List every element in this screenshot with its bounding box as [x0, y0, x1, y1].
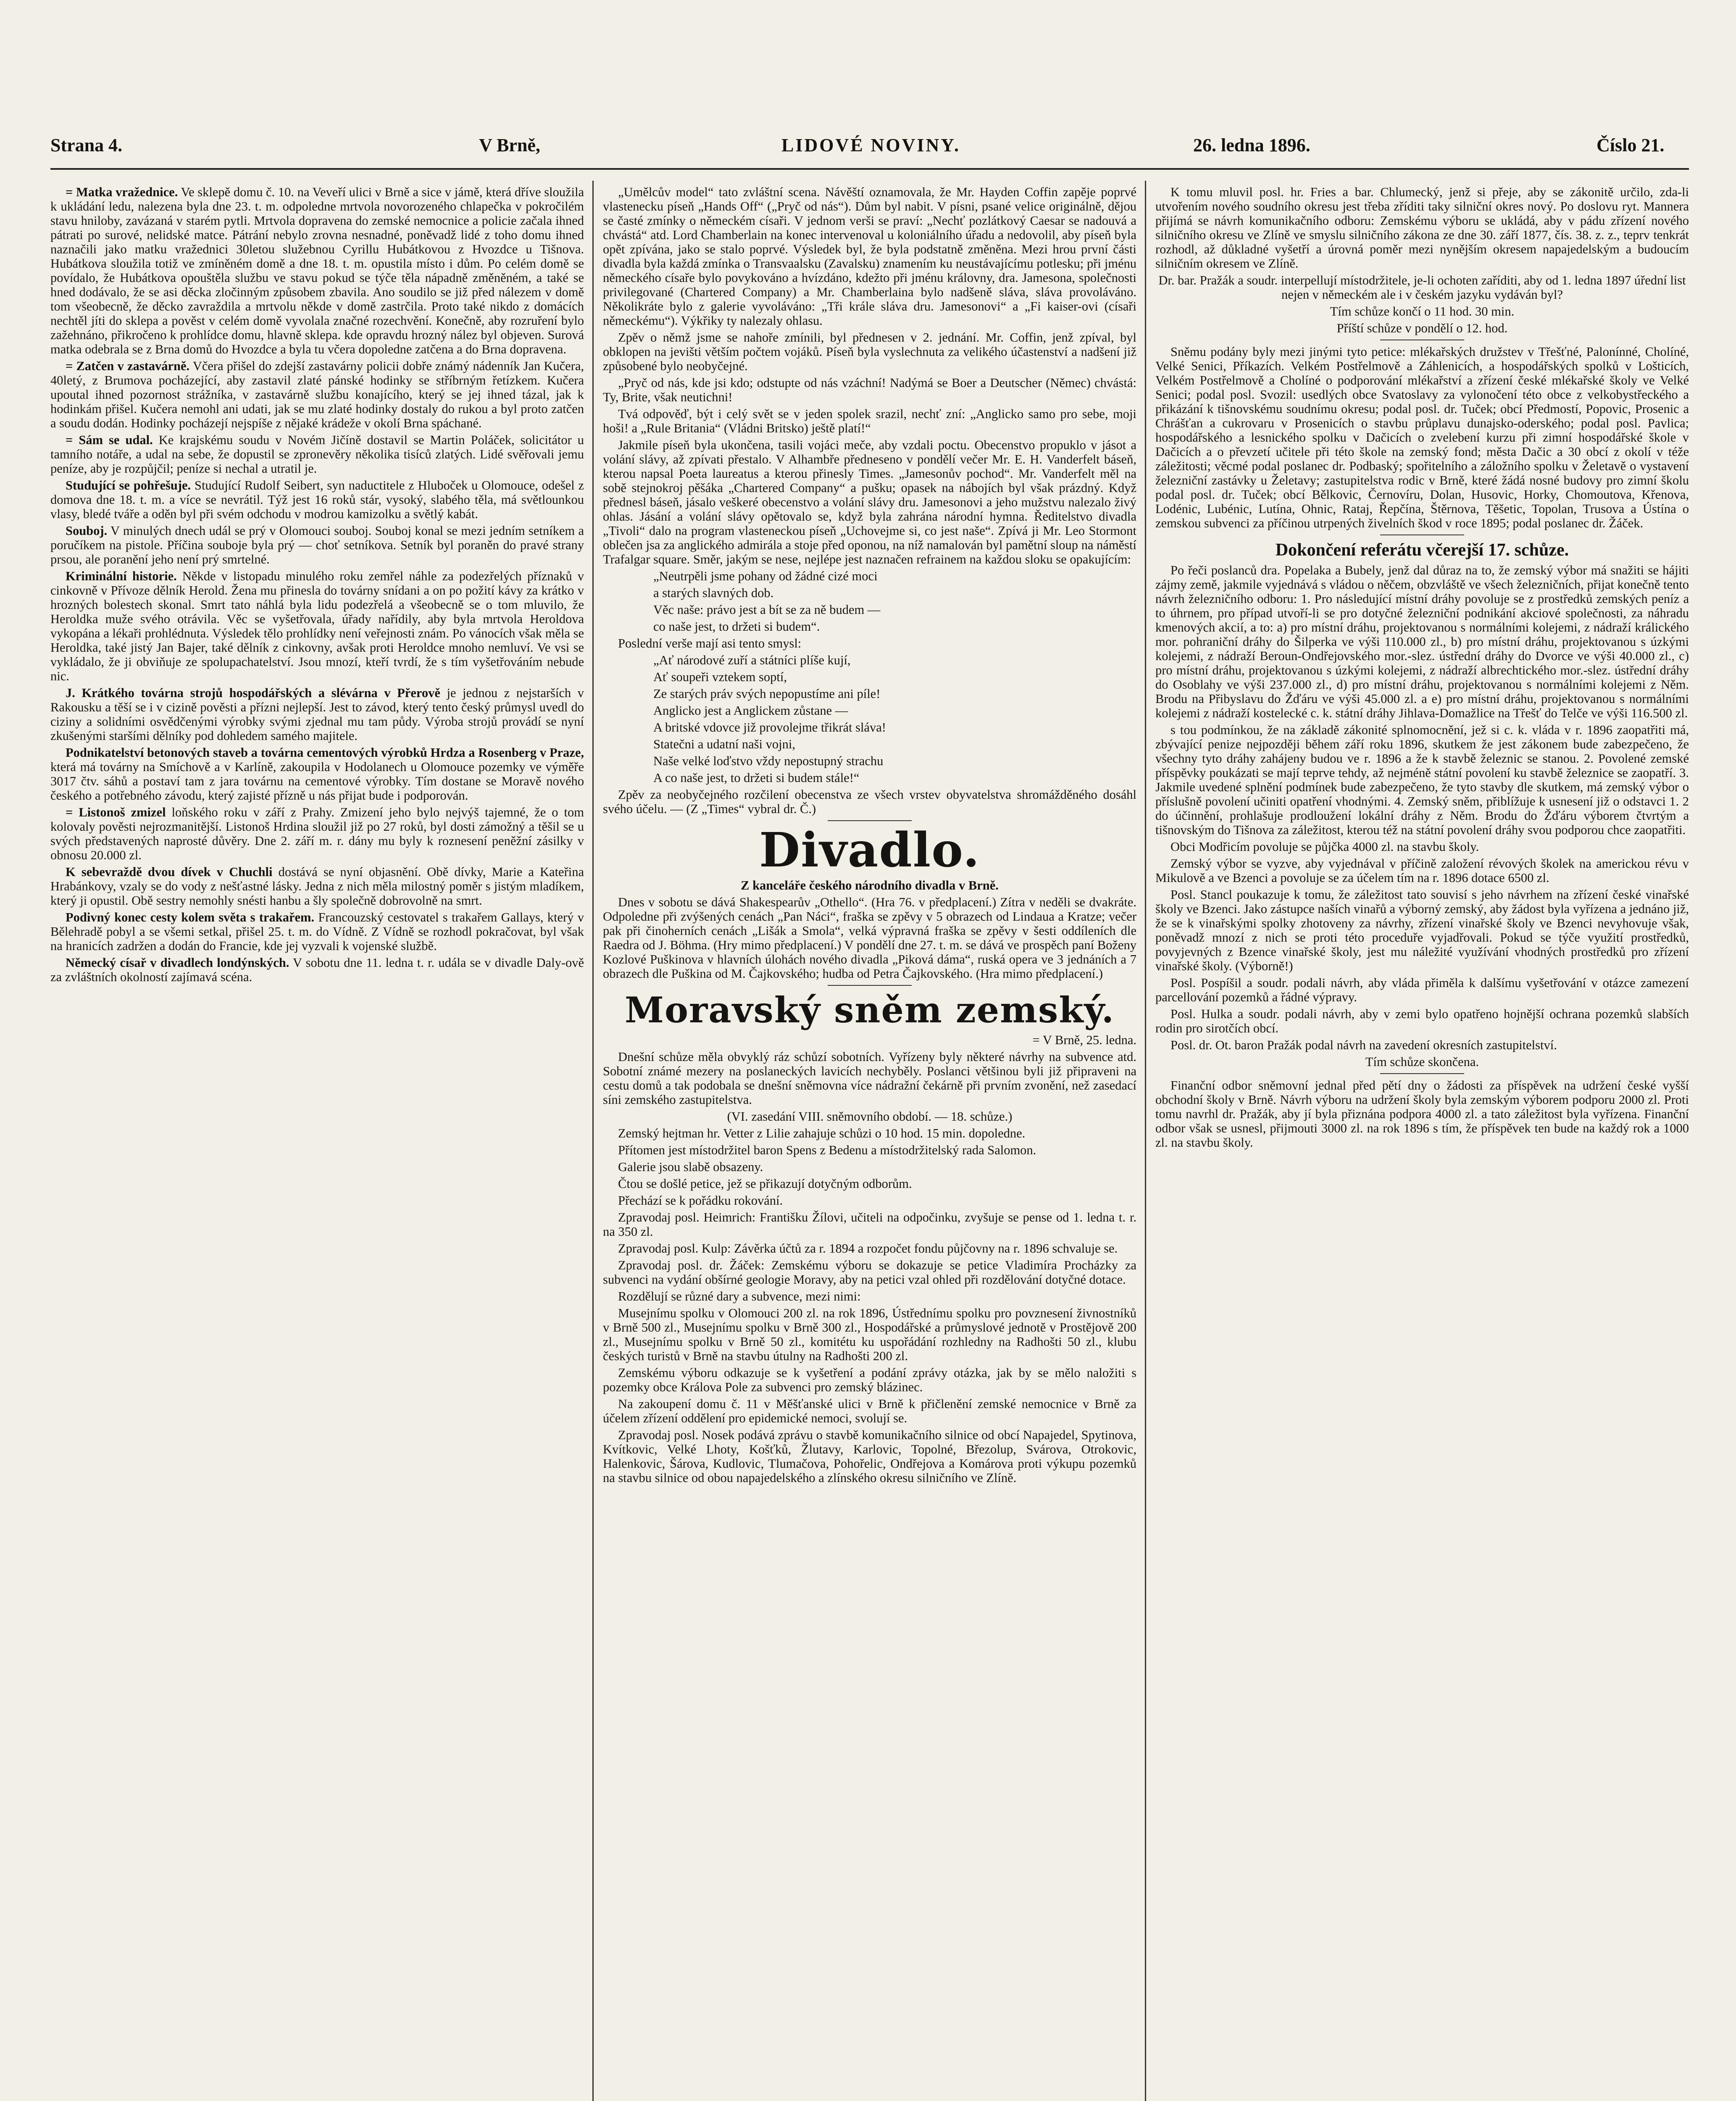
article-paragraph: Zemskému výboru odkazuje se k vyšetření a podání zprávy otázka, jak by se mělo naložiti s pozemky obce Králova Pole za subvenci pro zemský blázinec. [603, 1366, 1136, 1394]
column-3 [1155, 185, 1689, 2101]
poem-line: Anglicko jest a Anglickem zůstane — [653, 703, 848, 718]
news-item-heading: Podivný konec cesty kolem světa s trakařem. [66, 910, 315, 924]
column-2 [603, 185, 1136, 2101]
news-item-text: Včera přišel do zdejší zastavárny policii dobře známý nádenník Jan Kučera, 40letý, z Brumova pocházející, aby zastavil zlaté pánské hodinky se stříbrným řetízkem. Kučera upoutal ihned pozornost strážníka, v zastavárně službu konajícího, který se jej ihned tázal, jak k hodinkám přišel. Kučera nemohl ani udati, jak se mu zlaté hodinky dostaly do rukou a byl proto zatčen a soudu dodán. Hodinky pocházejí nejspíše z nějaké krádeže v okolí Brna spáchané. [50, 359, 584, 430]
article-paragraph: Dr. bar. Pražák a soudr. interpellují místodržitele, je-li ochoten zaříditi, aby od 1. ledna 1897 úřední list nejen v německém ale i v českém jazyku vydáván byl? [1158, 273, 1686, 302]
session-note: (VI. zasedání VIII. sněmovního období. — 18. schůze.) [727, 1109, 1013, 1124]
section-rule [828, 985, 912, 986]
article-paragraph: Poslední verše mají asi tento smysl: [618, 636, 802, 650]
news-item-heading: K sebevraždě dvou dívek v Chuchli [66, 865, 273, 879]
news-item-text: Ve sklepě domu č. 10. na Veveří ulici v Brně a sice v jámě, která dříve sloužila k ukládání ledu, nalezena byla dne 23. t. m. odpoledne mrtvola novorozeného chlapečka v pokročilém stavu hniloby, zavázaná v starém pytli. Mrtvola dopravena do zemské nemocnice a policie začala ihned pátrati po surové, nelidské matce. Pátrání nebylo zrovna nesnadné, poněvadž lidé z toho domu ihned naznačili jako matku vražednici 30letou služebnou Cyrillu Hubátkovou z Hvozdce u Tišnova. Hubátkova sloužila totiž ve zmíněném domě a dne 18. t. m. opustila místo i dům. Po celém domě se povídalo, že Hubátkova opouštěla službu ve stavu pokud se týče těla nápadně změněném, a také se hned dodávalo, že se asi děcka zločinným způsobem zbavila. Ano soudilo se již před nálezem v domě tom všeobecně, že děcko zavraždila a mrtvolu někde v domě zastrčila. Proto také nikdo z domácích nechtěl jíti do sklepa a pověst v celém domě vyvolala značné rozechvění. Konečně, aby rozruření bylo zažehnáno, přikročeno k prohlídce domu, hlavně sklepa. kde opravdu hrozný nález byl objeven. Surová matka odebrala se z Brna domů do Hvozdce a byla tu včera dopoledne zatčena a do Brna dopravena. [50, 185, 584, 356]
article-paragraph: „Umělcův model“ tato zvláštní scena. Návěští oznamovala, že Mr. Hayden Coffin zapěje poprvé vlastenecku píseň „Hands Off“ („Pryč od nás“). Dům byl nabit. V písni, psané velice originálně, dějou se časté zmínky o německém císaři. V jednom verši se praví: „Nechť pozlátkový Caesar se nadouvá a chvástá“ atd. Lord Chamberlain na konec intervenoval u koloniálního úřadu a nedovolil, aby píseň byla opět zpívána, jako se stalo poprvé. Výsledek byl, že byla podstatně změněna. Mezi hrou první části divadla byla každá zmínka o Transvaalsku (Zavalsku) znamením ku neustávajícímu potlesku; při jménu německého císaře bylo povykováno a hvízdáno, kdežto při jménu královny, dra. Jamesona, společnosti privilegované (Chartered Company) a Mr. Chamberlaina bylo nadšeně sláva, sláva provoláváno. Několikráte bylo z galerie vyvoláváno: „Tři krále sláva dru. Jamesonovi“ a „Fi kaiser-ovi (císaři německému“). Výkřiky ty nalezaly ohlasu. [603, 185, 1136, 328]
news-item-text: Ke krajskému soudu v Novém Jičíně dostavil se Martin Poláček, solicitátor u tamního notáře, a udal na sebe, že dopustil se zpronevěry několika tisíců zlatých. Lidé svěřovali jemu peníze, aby je rozpůjčil; peníze si nechal a utratil je. [50, 433, 584, 476]
article-paragraph: Po řeči poslanců dra. Popelaka a Bubely, jenž dal důraz na to, že zemský výbor má snažiti se hájiti zájmy země, jakmile vyjednává s vládou o něčem, obzvláště ve všech železničních, přijat konečně tento návrh železničního odboru: 1. Pro následující místní dráhy povoluje se z prostředků zemských peníz a to úhrnem, pro případ utvoří-li se pro dotyčné železniční podnikání akciové společnosti, za náhradu kmenových akcií, a to: a) pro místní dráhu, projektovanou s normálními kolejemi, z nádraží králického mor. pohraniční dráhy do Šilperka ve výši 110.000 zl., b) pro místní dráhu, projektovanou s úzkými kolejemi, z nádraží Beroun-Ondřejovského mor.-slez. ústřední dráhy do Dvorce ve výši 40.000 zl., c) pro místní dráhu, projektovanou s úzkými kolejemi, z nádraží albrechtického mor.-slez. ústřední dráhy do Osoblahy ve výši 237.000 zl., d) pro místní dráhu, projektovanou s normálními kolejemi z Něm. Brodu na Přibyslavu do Žďáru ve výši 45.000 zl. a e) pro místní dráhu, projektovanou s normálními kolejemi z nádraží kostelecké c. k. státní dráhy Jihlava-Domažlice na Třešť do Telče ve výši 116.500 zl. [1155, 563, 1689, 720]
news-item-heading: Kriminální historie. [66, 569, 177, 583]
header-rule [50, 168, 1689, 170]
news-item-text: loňského roku v září z Prahy. Zmizení jeho bylo nejvýš tajemné, že o tom kolovaly pověsti nejrozmanitější. Listonoš Hrdina sloužil již po 27 roků, byl dosti zámožný a těšil se u svých představených naprosté důvěry. Dne 2. září m. r. dány mu byly k roznesení peněžní zásilky v obnosu 20.000 zl. [50, 805, 584, 862]
news-item-heading: = Listonoš zmizel [66, 805, 166, 819]
page-number: Strana 4. [50, 135, 123, 155]
news-item-text: V sobotu dne 11. ledna t. r. udála se v divadle Daly-ově za zvláštních okolností zajímavá scéna. [50, 956, 584, 984]
news-item-text: Někde v listopadu minulého roku zemřel náhle za podezřelých příznaků v cinkovně v Přívoze dělník Herold. Žena mu přinesla do továrny snídani a on po požití kávy za krátko v hrozných bolestech skonal. Smrt tato náhlá byla lidu podezřelá a všeobecně se o tom mluvilo, že Heroldka muže svého otrávila. Věc se vyšetřovala, úřady nařídily, aby byla mrtvola Heroldova vykopána a lékaři prohlédnuta. Výsledek tělo prohlídky není veřejnosti znám. Po vánocích však měla se Heroldka, také jistý Jan Bajer, také dělník z cinkovny, avšak proti Heroldce mnoho nemluví. Ve vsi se vykládalo, že ji obviňuje ze spolupachatelství. Jsou mnozí, kteří tvrdí, že s tím vyšetřováním nebude nic. [50, 569, 584, 683]
news-item-heading: Německý císař v divadlech londýnských. [66, 956, 289, 970]
news-item [50, 805, 584, 862]
session-report-title: Dokončení referátu včerejší 17. schůze. [1275, 540, 1569, 560]
article-paragraph: Příští schůze v pondělí o 12. hod. [1336, 321, 1508, 335]
article-paragraph: Tvá odpověď, být i celý svět se v jeden spolek srazil, nechť zní: „Anglicko samo pro sebe, moji hoši! a „Rule Britania“ (Vládni Britsko) ještě platí!“ [603, 407, 1136, 435]
article-paragraph: Tím schůze skončena. [1365, 1055, 1479, 1069]
poem-line: a starých slavných dob. [653, 586, 774, 600]
news-item-text: která má továrny na Smíchově a v Karlíně, zakoupila v Hodolanech u Olomouce pozemky ve výměře 3017 čtv. sáhů a postaví tam z jara továrnu na cementové výrobky. Tím dostane se Moravě nového českého a potřebného závodu, který zajisté přízně u nás přijat bude i podporován. [50, 760, 584, 803]
poem-line: „Ať národové zuří a státníci plíše kují, [653, 653, 851, 667]
news-item-heading: Podnikatelství betonových staveb a továrna cementových výrobků Hrdza a Rosenberg v Praze, [66, 745, 584, 760]
news-item-heading: Studující se pohřešuje. [66, 478, 191, 492]
news-item [50, 686, 584, 743]
article-paragraph: Rozdělují se různé dary a subvence, mezi nimi: [618, 1289, 861, 1303]
article-paragraph: Posl. Stancl poukazuje k tomu, že záležitost tato souvisí s jeho návrhem na zřízení české vinařské školy ve Bzenci. Jako zástupce naších vinařů a výborný zemský, aby žádost byla vyřízena a jednáno již, že se k vinařskými spolky zhotoveny za návrhy, zřízení vinařské školy ve Bzenci nevyhovuje však, poněvadž mnozí z nich se proti této proceduře vyjadřovali. Pokud se týče využití prostředků, povyjevných z Bzence vinařské školy, jest mu náležité využívání vhodných prostředků pro zřízení vinařské školy. (Výborně!) [1155, 887, 1689, 973]
news-item-text: V minulých dnech udál se prý v Olomouci souboj. Souboj konal se mezi jedním setníkem a poručíkem na pistole. Příčina souboje byla prý — choť setníkova. Setník byl poraněn do pravé strany prsou, ale poranění jeho není prý smrtelné. [50, 524, 584, 566]
col2-intro [603, 185, 1136, 566]
article-paragraph: Dnešní schůze měla obvyklý ráz schůzí sobotních. Vyřízeny byly některé návrhy na subvence atd. Sobotní známé mezery na poslaneckých lavicích nechyběly. Poslanci většinou byli již připraveni na cestu domů a tak podobala se dnešní sněmovna více nádražní čekárně při prvním zvonění, než zasedací síni zemského zastupitelstva. [603, 1050, 1136, 1107]
news-item-text: Studující Rudolf Seibert, syn naductitele z Hluboček u Olomouce, odešel z domova dne 18. t. m. a více se nevrátil. Týž jest 16 roků stár, vysoký, slabého těla, má světlounkou vlasy, bledé tváře a oděn byl při svém odchodu v modrou kamizolku a světlý kabát. [50, 478, 584, 521]
diet-section-title: Moravský sněm zemský. [625, 989, 1115, 1031]
article-paragraph: Musejnímu spolku v Olomouci 200 zl. na rok 1896, Ústřednímu spolku pro povznesení živnostníků v Brně 500 zl., Musejnímu spolku v Brně 300 zl., Hospodářské a průmyslové jednotě v Prostějově 200 zl., Musejnímu spolku v Brně 50 zl., komitétu ku uspořádání rozhledny na Radhošti 50 zl., klubu českých turistů v Brně na stavbu útulny na Radhošti 200 zl. [603, 1306, 1136, 1363]
section-rule [1380, 534, 1464, 535]
section-rule [828, 820, 912, 821]
poem-line: A britské vdovce již provolejme třikrát sláva! [653, 720, 886, 735]
news-item [50, 745, 584, 803]
article-paragraph: Přechází se k pořádku rokování. [618, 1193, 783, 1208]
article-paragraph: Jakmile píseň byla ukončena, tasili vojáci meče, aby vzdali poctu. Obecenstvo propuklo v jásot a volání slávy, až zpívati přestalo. V Alhambře předneseno v pondělí večer Mr. E. H. Vanderfelt báseň, kterou napsal Poeta laureatus a kterou přinesly Times. „Jamesonův pochod“. Mr. Vanderfelt měl na sobě stejnokroj pěšáka „Chartered Company“ a pušku; opasek na nábojích byl však prázdný. Když přednesl báseň, jásalo veškeré obecenstvo a volání slávy dru. Jamesonovi a jeho mužstvu nalezalo živý ohlas. Jásání a volání slávy opětovalo se, když byla zahrána národní hymna. Ředitelstvo divadla „Tivoli“ dalo na program vlasteneckou píseň „Uchovejme si, co jest naše“. Zpívá ji Mr. Leo Stormont oblečen jsa za anglického admirála a stoje před oponou, na níž namalován byl pamětní sloup na náměstí Trafalgar square. Směr, jakým se nese, nejlépe jest naznačen refrainem na každou sloku se opakujícím: [603, 438, 1136, 566]
news-item [50, 524, 584, 566]
issue-number: Číslo 21. [1597, 135, 1665, 155]
header-city: V Brně, [479, 135, 540, 155]
article-paragraph: Na zakoupení domu č. 11 v Měšťanské ulici v Brně k přičlenění zemské nemocnice v Brně za účelem zřízení oddělení pro epidemické nemoci, svolují se. [603, 1397, 1136, 1425]
article-paragraph: s tou podmínkou, že na základě zákonité splnomocnění, jež si c. k. vláda v r. 1896 zaopatřiti má, zbývající penize nejpozději během září roku 1896, skutkem že jest zákonem bude zabezpečeno, že všechny tyto dráhy zahájeny budou ve r. 1896 a že k stavbě železnic se stanou. 2. Povolené zemské příspěvky poukázati se mají teprve tehdy, až nejméně státní povolení ku stavbě železnice se zaopatří. 3. Jakmile uvedené splnění podmínek bude zabezpečeno, že tyto stavby dle skutkem, má zemský výbor o příslušně povolení učiniti opatření vhodnými. 4. Zemský sněm, přiblížuje k usnesení již o odstavci 1. 2 do účinnění, prohlašuje prodloužení lokální dráhy z Něm. Brodu do Žďáru výborem čtvrtým a tišnovským do Tišnova za záležitost, kterou též na státní povolení dráhy svou podporou chce zaopatřiti. [1155, 723, 1689, 837]
news-item-heading: Souboj. [66, 524, 108, 538]
article-paragraph: „Pryč od nás, kde jsi kdo; odstupte od nás vzáchní! Nadýmá se Boer a Deutscher (Němec) chvástá: Ty, Brite, však neutichni! [603, 376, 1136, 404]
news-item [50, 956, 584, 984]
news-item-heading: = Sám se udal. [66, 433, 153, 447]
poem-line: Statečni a udatní naši vojni, [653, 737, 795, 751]
column-divider [1145, 181, 1146, 2101]
issue-date: 26. ledna 1896. [1193, 135, 1310, 155]
poem-line: Ze starých práv svých nepopustíme ani píle! [653, 687, 881, 701]
section-rule [1380, 1073, 1464, 1074]
poem-line: A co naše jest, to držeti si budem stále!“ [653, 771, 860, 785]
news-item-heading: = Zatčen v zastavárně. [66, 359, 190, 373]
article-paragraph: Přítomen jest místodržitel baron Spens z Bedenu a místodržitelský rada Salomon. [618, 1143, 1036, 1157]
news-item-heading: = Matka vražednice. [66, 185, 178, 199]
news-item [50, 185, 584, 356]
news-item [50, 478, 584, 521]
news-item-text: je jednou z nejstarších v Rakousku a těší se i v cizině pověsti a přízni nejlepší. Jest to závod, který tento český průmysl uvedl do ciziny a solidními osvědčenými výrobky svými zjednal mu tam půdy. Výroba strojů provádí se nyní zkušenými staršími dělníky pod dohledem samého majitele. [50, 686, 584, 743]
article-paragraph: Čtou se došlé petice, jež se přikazují dotyčným odborům. [618, 1177, 912, 1191]
newspaper-title: LIDOVÉ NOVINY. [781, 135, 961, 155]
article-paragraph: Zemský výbor se vyzve, aby vyjednával v příčině založení révových školek na americkou révu v Mikulově a ve Bzenci a povoluje se za účelem tím na r. 1896 dotace 6500 zl. [1155, 856, 1689, 885]
news-item-heading: J. Krátkého továrna strojů hospodářských a slévárna v Přerově [66, 686, 440, 700]
article-paragraph: Zpěv o němž jsme se nahoře zmínili, byl přednesen v 2. jednání. Mr. Coffin, jenž zpíval, byl obklopen na jevišti větším počtem vojáků. Píseň byla vyslechnuta za velikého účastenství a nadšení již způsobené bylo neobyčejné. [603, 330, 1136, 373]
poem-line: Naše velké loďstvo vždy nepostupný strachu [653, 754, 884, 768]
petitions-paragraph: Sněmu podány byly mezi jinými tyto petice: mlékařských družstev v Třešťné, Palonínné, Cholíné, Velké Senici, Příkazích. Velkém Postřelmově a Záhlenicích, a hospodářských spolků v Lošticích, Velkém Postřelmově a Cholíné o podporování mlékařství a zřízení české mlékařské školy ve Velké Senici; podal posl. Svozil: usedlých obce Svatoslavy za vylonočení této obce z velkobystřeckého a přikázání k tišnovskému soudnímu okresu; podal posl. dr. Tuček; obcí Předmostí, Popovic, Prosenic a Chrášťan a cukrovaru v Prosenicích o stavbu průplavu dunajsko-oderského; podal posl. Pavlica; hospodářského a lesnického spolku v Dačicích o zvelebení kurzu při zimní hospodářské škole v Dačicích a o převzetí učitele při této škole na zemský fond; města Dačic a 30 obcí z okolí v téže záležitosti; věcmé podal poslanec dr. Podbaský; spořitelního a záložního spolku v Želetavě o vystavení železniční zastávky u Želetavy; zastupitelstva rodic v Brně, které žádá nosné budovy pro zimní školu podal posl. dr. Tuček; obcí Bělkovic, Černovíru, Dolan, Husovic, Horky, Chomoutova, Křenova, Lodénic, Lubénic, Lutína, Ohnic, Rataj, Řepčína, Štěrnova, Těšetic, Topolan, Trusova a Ústína o zemskou subvenci za příčinou utrpených živelních škod v roce 1895; podal poslanec dr. Žáček. [1155, 345, 1689, 530]
news-item [50, 865, 584, 908]
article-paragraph: Zemský hejtman hr. Vetter z Lilie zahajuje schůzi o 10 hod. 15 min. dopoledne. [618, 1126, 1026, 1140]
news-item [50, 569, 584, 683]
article-paragraph: Obci Modřicím povoluje se půjčka 4000 zl. na stavbu školy. [1170, 840, 1479, 854]
article-paragraph: Tím schůze končí o 11 hod. 30 min. [1330, 304, 1515, 319]
article-paragraph: Zpěv za neobyčejného rozčilení obecenstva ze všech vrstev obyvatelstva shromážděného dosáhl svého účelu. — (Z „Times“ vybral dr. Č.) [603, 787, 1136, 816]
column-divider [592, 181, 594, 2101]
article-paragraph: Zpravodaj posl. Kulp: Závěrka účtů za r. 1894 a rozpočet fondu půjčovny na r. 1896 schvaluje se. [618, 1241, 1118, 1256]
article-paragraph: Zpravodaj posl. Nosek podává zprávu o stavbě komunikačního silnice od obcí Napajedel, Spytinova, Kvítkovic, Velké Lhoty, Košťků, Žlutavy, Karlovic, Topolné, Březolup, Svárova, Otrokovic, Halenkovic, Šárova, Kudlovic, Tlumačova, Pohořelic, Ondřejova a Komárova proti výkupu pozemků na stavbu silnice od obou napajedelského a zlínského okresu silničního ve Zlíně. [603, 1428, 1136, 1485]
theatre-text: Dnes v sobotu se dává Shakespearův „Othello“. (Hra 76. v předplacení.) Zítra v neděli se dvakráte. Odpoledne při zvýšených cenách „Pan Náci“, fraška se zpěvy v 5 obrazech od Lindaua a Kratze; večer pak při činoherních cenách „Lišák a Smola“, velká výpravná fraška se zpěvy v šesti oddíleních dle Raedra od J. Böhma. (Hry mimo předplacení.) V pondělí dne 27. t. m. se dává ve prospěch paní Boženy Kozlové Puškinova v hlavních úlohách nového divadla „Piková dáma“, ruská opera ve 3 jednáních a 7 obrazech dle Puškina od M. Čajkovského; hudba od Petra Čajkovského. (Hra mimo předplacení.) [603, 895, 1136, 981]
column-1 [50, 185, 584, 2101]
article-paragraph: Posl. dr. Ot. baron Pražák podal návrh na zavedení okresních zastupitelství. [1170, 1038, 1557, 1052]
article-paragraph: Finanční odbor sněmovní jednal před pětí dny o žádosti za příspěvek na udržení české vyšší obchodní školy v Brně. Návrh výboru na udržení školy byla zemským výborem podporu 2000 zl. Proti tomu navrhl dr. Pražák, aby jí byla přiznána podpora 4000 zl. a tato záležitost byla vyřízena. Finanční odbor však se usnesl, přijmouti 3000 zl. na rok 1896 s tím, že příspěvek ten bude na každý rok a 1000 zl. na stavbu školy. [1155, 1078, 1689, 1150]
article-paragraph: K tomu mluvil posl. hr. Fries a bar. Chlumecký, jenž si přeje, aby se zákonitě určilo, zda-li utvořením nového soudního okresu jest třeba zříditi taky silniční okres nový. Po doslovu ryt. Mannera přijímá se návrh komunikačního odboru: Zemskému výboru se ukládá, aby v pádu zřízení nového silničního okresu ve Zlíně ve smyslu silničního zákona ze dne 30. září 1877, čís. 38. z. z., teprv tenkrát rozhodl, až důkladné vyšetří a úrovná poměr mezi nynějším okresem napajedelským a budoucím silničním okresem ve Zlíně. [1155, 185, 1689, 271]
news-item [50, 359, 584, 430]
article-paragraph: Galerie jsou slabě obsazeny. [618, 1160, 763, 1174]
theatre-section-title: Divadlo. [759, 823, 980, 878]
poem-line: „Neutrpěli jsme pohany od žádné cizé moci [653, 569, 878, 583]
news-item [50, 433, 584, 476]
article-paragraph: Posl. Hulka a soudr. podali návrh, aby v zemi bylo opatřeno hojnější ochrana pozemků slabších rodin pro sirotčích obcí. [1155, 1007, 1689, 1035]
poem-line: Věc naše: právo jest a bít se za ně budem — [653, 603, 881, 617]
theatre-subhead: Z kanceláře českého národního divadla v Brně. [741, 878, 999, 893]
news-item-text: Francouzský cestovatel s trakařem Gallays, který v Bělehradě pobyl a se všemi setkal, přišel 25. t. m. do Vídně. Z Vídně se rozhodl pokračovat, byl však na hranicích zadržen a dodán do Francie, kde jej vyzvali k vojenské službě. [50, 910, 584, 953]
article-paragraph: Posl. Pospíšil a soudr. podali návrh, aby vláda přiměla k dalšímu vyšetřování v otázce zamezení parcellování pozemků a řádné výpravy. [1155, 976, 1689, 1004]
dateline: = V Brně, 25. ledna. [1032, 1033, 1136, 1047]
article-paragraph: Zpravodaj posl. dr. Žáček: Zemskému výboru se dokazuje se petice Vladimíra Procházky za subvenci na vydání obšírné geologie Moravy, aby na petici vzal ohled při rozdělování dotyčné dotace. [603, 1258, 1136, 1287]
poem-line: co naše jest, to držeti si budem“. [653, 619, 820, 634]
poem-line: Ať soupeři vztekem soptí, [653, 670, 787, 684]
news-item-text: dostává se nyní objasnění. Obě dívky, Marie a Kateřina Hrabánkovy, vzaly se do vody z nešťastné lásky. Jedna z nich měla milostný poměr s jistým mladíkem, který ji opustil. Obě sestry nemohly snésti hanbu a šly společně dobrovolně na smrt. [50, 865, 584, 908]
article-paragraph: Zpravodaj posl. Heimrich: Františku Žílovi, učiteli na odpočinku, zvyšuje se pense od 1. ledna t. r. na 350 zl. [603, 1210, 1136, 1239]
news-item [50, 910, 584, 953]
page-header [50, 134, 1689, 164]
